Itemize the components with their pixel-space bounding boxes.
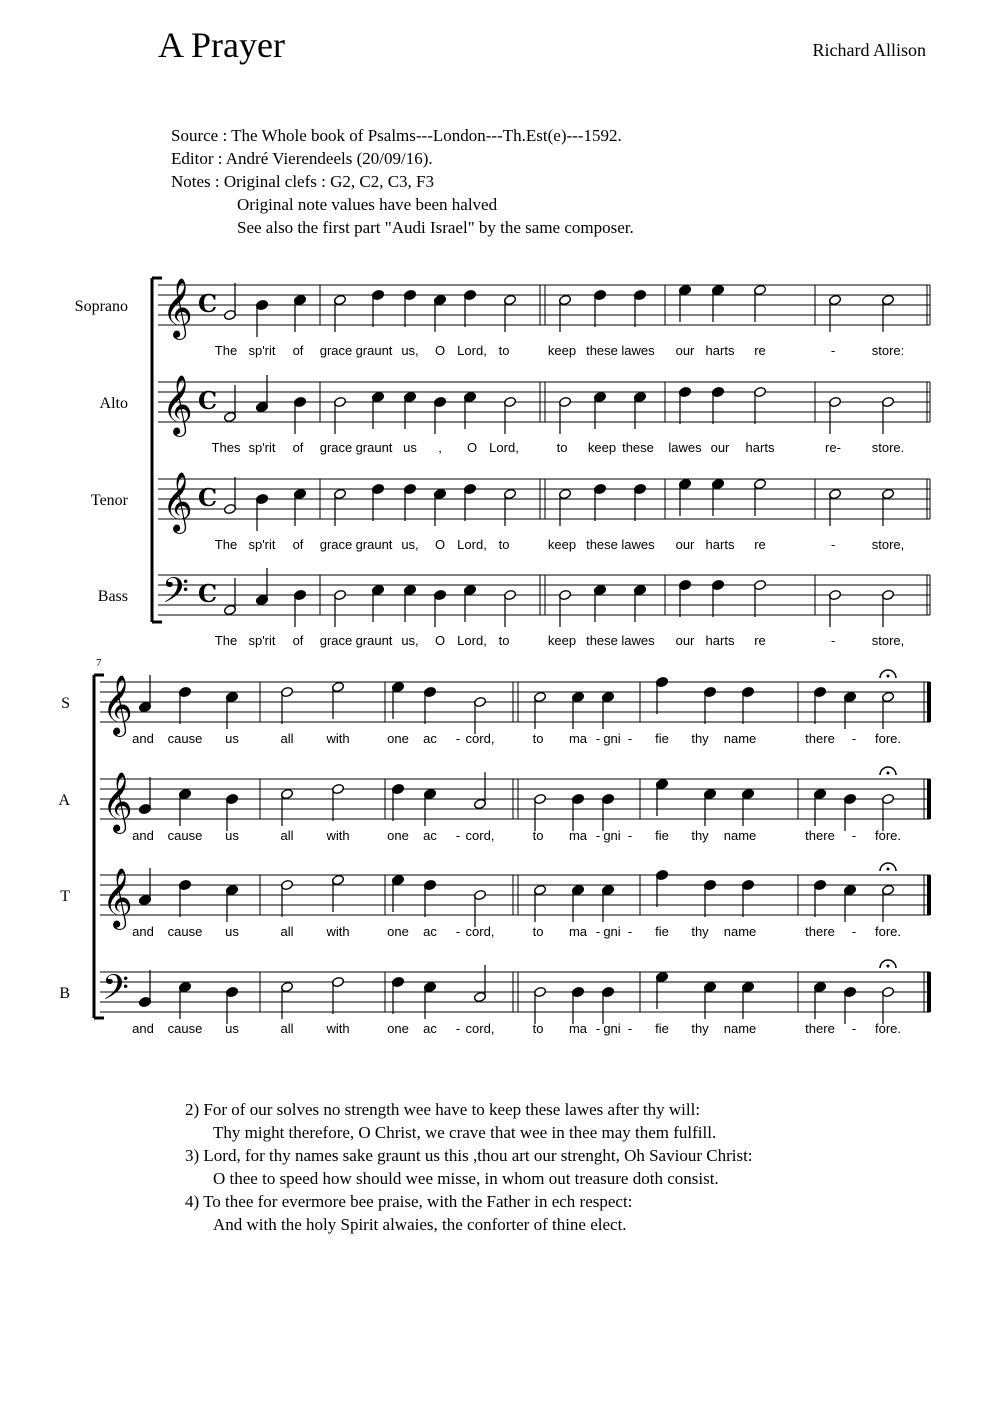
lyric-syllable: gni <box>603 731 621 746</box>
lyric-syllable: sp'rit <box>248 343 276 358</box>
lyric-syllable: to <box>498 343 510 358</box>
lyric-syllable: and <box>132 924 154 939</box>
notes-line: See also the first part "Audi Israel" by the same composer. <box>237 218 634 237</box>
part-name: Tenor <box>90 492 128 509</box>
lyric-syllable: graunt <box>355 343 393 358</box>
notes-line: Original note values have been halved <box>237 195 498 214</box>
part-name: Soprano <box>74 298 128 315</box>
part-name: Alto <box>99 395 128 412</box>
lyric-syllable: fie <box>655 731 669 746</box>
lyric-syllable: keep <box>547 343 577 358</box>
lyric-syllable: to <box>556 440 568 455</box>
lyric-syllable: re <box>754 343 766 358</box>
lyric-syllable: thy <box>691 1021 709 1036</box>
lyric-syllable: cord, <box>465 1021 495 1036</box>
lyric-syllable: to <box>532 1021 544 1036</box>
bass-clef: 𝄢 <box>102 967 130 1016</box>
lyric-syllable: keep <box>547 633 577 648</box>
time-signature: C <box>198 483 218 512</box>
fermata <box>887 868 890 871</box>
lyric-syllable: sp'rit <box>248 440 276 455</box>
lyric-syllable: O <box>434 537 446 552</box>
lyric-syllable: - <box>830 633 836 648</box>
part-name: Bass <box>97 588 128 605</box>
lyric-syllable: re- <box>825 440 841 455</box>
lyric-syllable: grace <box>319 633 353 648</box>
lyric-syllable: fie <box>655 924 669 939</box>
lyric-syllable: ac <box>423 1021 437 1036</box>
additional-verses <box>185 1098 753 1236</box>
verse-line: 3) Lord, for thy names sake graunt us this ,thou art our strenght, Oh Saviour Christ: <box>185 1146 753 1165</box>
lyric-syllable: cord, <box>465 924 495 939</box>
lyric-syllable: ac <box>423 731 437 746</box>
editor-line: Editor : André Vierendeels (20/09/16). <box>171 149 433 168</box>
lyric-syllable: store, <box>871 633 905 648</box>
lyric-syllable: grace <box>319 537 353 552</box>
lyric-syllable: fore. <box>874 731 902 746</box>
lyric-syllable: name <box>723 1021 757 1036</box>
lyric-syllable: thy <box>691 924 709 939</box>
lyric-syllable: - <box>627 731 633 746</box>
verse-line: 4) To thee for evermore bee praise, with the Father in ech respect: <box>185 1192 633 1211</box>
lyric-syllable: with <box>326 731 350 746</box>
time-signature: C <box>198 386 218 415</box>
verse-line: O thee to speed how should wee misse, in whom out treasure doth consist. <box>213 1169 719 1188</box>
lyric-syllable: to <box>532 828 544 843</box>
lyric-syllable: of <box>292 537 304 552</box>
lyric-syllable: these <box>586 343 618 358</box>
lyric-syllable: there <box>805 828 835 843</box>
part-name: S <box>61 695 70 712</box>
lyric-syllable: all <box>280 731 294 746</box>
lyric-syllable: one <box>387 731 409 746</box>
notes-line: Notes : Original clefs : G2, C2, C3, F3 <box>171 172 435 191</box>
lyric-syllable: keep <box>547 537 577 552</box>
treble-clef: 𝄞 <box>162 472 193 532</box>
part-name: T <box>60 888 70 905</box>
lyric-syllable: Lord, <box>457 537 487 552</box>
verse-line: 2) For of our solves no strength wee have to keep these lawes after thy will: <box>185 1100 701 1119</box>
time-signature: C <box>198 289 218 318</box>
lyric-syllable: our <box>710 440 730 455</box>
lyric-syllable: there <box>805 731 835 746</box>
lyric-syllable: - <box>595 924 601 939</box>
lyric-syllable: - <box>455 828 461 843</box>
lyric-syllable: - <box>851 924 857 939</box>
lyric-syllable: The <box>214 633 238 648</box>
lyric-syllable: gni <box>603 1021 621 1036</box>
lyric-syllable: ma <box>568 1021 588 1036</box>
treble-clef: 𝄞 <box>102 772 133 832</box>
lyric-syllable: store. <box>871 440 905 455</box>
lyric-syllable: grace <box>319 440 353 455</box>
lyric-syllable: fore. <box>874 924 902 939</box>
lyric-syllable: Lord, <box>489 440 519 455</box>
lyric-syllable: - <box>595 1021 601 1036</box>
fermata <box>887 675 890 678</box>
lyric-syllable: re <box>754 537 766 552</box>
lyric-syllable: Lord, <box>457 343 487 358</box>
lyric-syllable: these <box>622 440 654 455</box>
composer-name: Richard Allison <box>812 40 926 60</box>
lyric-syllable: gni <box>603 924 621 939</box>
lyric-syllable: and <box>132 731 154 746</box>
lyric-syllable: fie <box>655 828 669 843</box>
lyric-syllable: re <box>754 633 766 648</box>
lyric-syllable: - <box>595 731 601 746</box>
lyric-syllable: us, <box>401 537 419 552</box>
lyric-syllable: Lord, <box>457 633 487 648</box>
lyric-syllable: and <box>132 1021 154 1036</box>
lyric-syllable: all <box>280 1021 294 1036</box>
lyric-syllable: us <box>225 1021 239 1036</box>
lyric-syllable: cause <box>167 731 203 746</box>
lyric-syllable: to <box>498 633 510 648</box>
lyric-syllable: sp'rit <box>248 537 276 552</box>
lyric-syllable: - <box>830 343 836 358</box>
fermata <box>887 772 890 775</box>
lyric-syllable: sp'rit <box>248 633 276 648</box>
lyric-syllable: one <box>387 1021 409 1036</box>
lyric-syllable: - <box>851 731 857 746</box>
lyric-syllable: to <box>498 537 510 552</box>
treble-clef: 𝄞 <box>162 278 193 338</box>
lyric-syllable: name <box>723 924 757 939</box>
lyric-syllable: with <box>326 828 350 843</box>
lyric-syllable: - <box>627 1021 633 1036</box>
lyric-syllable: The <box>214 537 238 552</box>
lyric-syllable: , <box>438 440 442 455</box>
lyric-syllable: - <box>851 828 857 843</box>
lyric-syllable: store, <box>871 537 905 552</box>
bass-clef: 𝄢 <box>162 570 190 619</box>
lyric-syllable: to <box>532 924 544 939</box>
lyric-syllable: graunt <box>355 537 393 552</box>
lyric-syllable: our <box>675 343 695 358</box>
lyric-syllable: of <box>292 633 304 648</box>
lyric-syllable: fore. <box>874 828 902 843</box>
lyric-syllable: keep <box>587 440 617 455</box>
lyric-syllable: name <box>723 828 757 843</box>
lyric-syllable: lawes <box>621 537 655 552</box>
lyric-syllable: graunt <box>355 633 393 648</box>
lyric-syllable: - <box>455 731 461 746</box>
verse-line: And with the holy Spirit alwaies, the conforter of thine elect. <box>213 1215 627 1234</box>
lyric-syllable: us <box>225 924 239 939</box>
lyric-syllable: these <box>586 633 618 648</box>
lyric-syllable: fie <box>655 1021 669 1036</box>
part-name: B <box>59 985 70 1002</box>
lyric-syllable: harts <box>705 343 735 358</box>
lyric-syllable: lawes <box>621 633 655 648</box>
lyric-syllable: of <box>292 440 304 455</box>
lyric-syllable: ma <box>568 924 588 939</box>
lyric-syllable: us <box>225 828 239 843</box>
lyric-syllable: cause <box>167 924 203 939</box>
lyric-syllable: - <box>830 537 836 552</box>
lyric-syllable: - <box>627 924 633 939</box>
lyric-syllable: thy <box>691 828 709 843</box>
lyric-syllable: O <box>466 440 478 455</box>
page-title: A Prayer <box>158 25 285 65</box>
lyric-syllable: all <box>280 924 294 939</box>
lyric-syllable: our <box>675 537 695 552</box>
lyric-syllable: cord, <box>465 731 495 746</box>
lyric-syllable: - <box>595 828 601 843</box>
lyric-syllable: all <box>280 828 294 843</box>
lyric-syllable: ma <box>568 828 588 843</box>
lyric-syllable: store: <box>871 343 905 358</box>
lyric-syllable: us <box>403 440 417 455</box>
lyric-syllable: grace <box>319 343 353 358</box>
lyric-syllable: ma <box>568 731 588 746</box>
lyric-syllable: us, <box>401 633 419 648</box>
lyric-syllable: lawes <box>621 343 655 358</box>
lyric-syllable: thy <box>691 731 709 746</box>
source-line: Source : The Whole book of Psalms---London---Th.Est(e)---1592. <box>171 126 622 145</box>
lyric-syllable: cord, <box>465 828 495 843</box>
lyric-syllable: our <box>675 633 695 648</box>
lyric-syllable: - <box>627 828 633 843</box>
part-name: A <box>58 792 70 809</box>
lyric-syllable: with <box>326 924 350 939</box>
lyric-syllable: harts <box>705 633 735 648</box>
lyric-syllable: of <box>292 343 304 358</box>
lyric-syllable: cause <box>167 828 203 843</box>
lyric-syllable: - <box>455 1021 461 1036</box>
lyric-syllable: lawes <box>668 440 702 455</box>
treble-clef: 𝄞 <box>102 675 133 735</box>
lyric-syllable: these <box>586 537 618 552</box>
lyric-syllable: Thes <box>211 440 241 455</box>
lyric-syllable: - <box>851 1021 857 1036</box>
lyric-syllable: ac <box>423 828 437 843</box>
lyric-syllable: fore. <box>874 1021 902 1036</box>
lyric-syllable: there <box>805 1021 835 1036</box>
lyric-syllable: cause <box>167 1021 203 1036</box>
lyric-syllable: us <box>225 731 239 746</box>
lyric-syllable: ac <box>423 924 437 939</box>
measure-number: 7 <box>96 657 102 669</box>
time-signature: C <box>198 579 218 608</box>
treble-clef: 𝄞 <box>162 375 193 435</box>
fermata <box>887 965 890 968</box>
treble-clef: 𝄞 <box>102 868 133 928</box>
lyric-syllable: one <box>387 924 409 939</box>
lyric-syllable: with <box>326 1021 350 1036</box>
lyric-syllable: O <box>434 343 446 358</box>
lyric-syllable: harts <box>705 537 735 552</box>
verse-line: Thy might therefore, O Christ, we crave that wee in thee may them fulfill. <box>213 1123 717 1142</box>
lyric-syllable: harts <box>745 440 775 455</box>
lyric-syllable: graunt <box>355 440 393 455</box>
system-bracket <box>152 278 162 622</box>
lyric-syllable: O <box>434 633 446 648</box>
lyric-syllable: us, <box>401 343 419 358</box>
lyric-syllable: there <box>805 924 835 939</box>
lyric-syllable: gni <box>603 828 621 843</box>
lyric-syllable: to <box>532 731 544 746</box>
lyric-syllable: The <box>214 343 238 358</box>
lyric-syllable: and <box>132 828 154 843</box>
lyric-syllable: one <box>387 828 409 843</box>
lyric-syllable: name <box>723 731 757 746</box>
lyric-syllable: - <box>455 924 461 939</box>
